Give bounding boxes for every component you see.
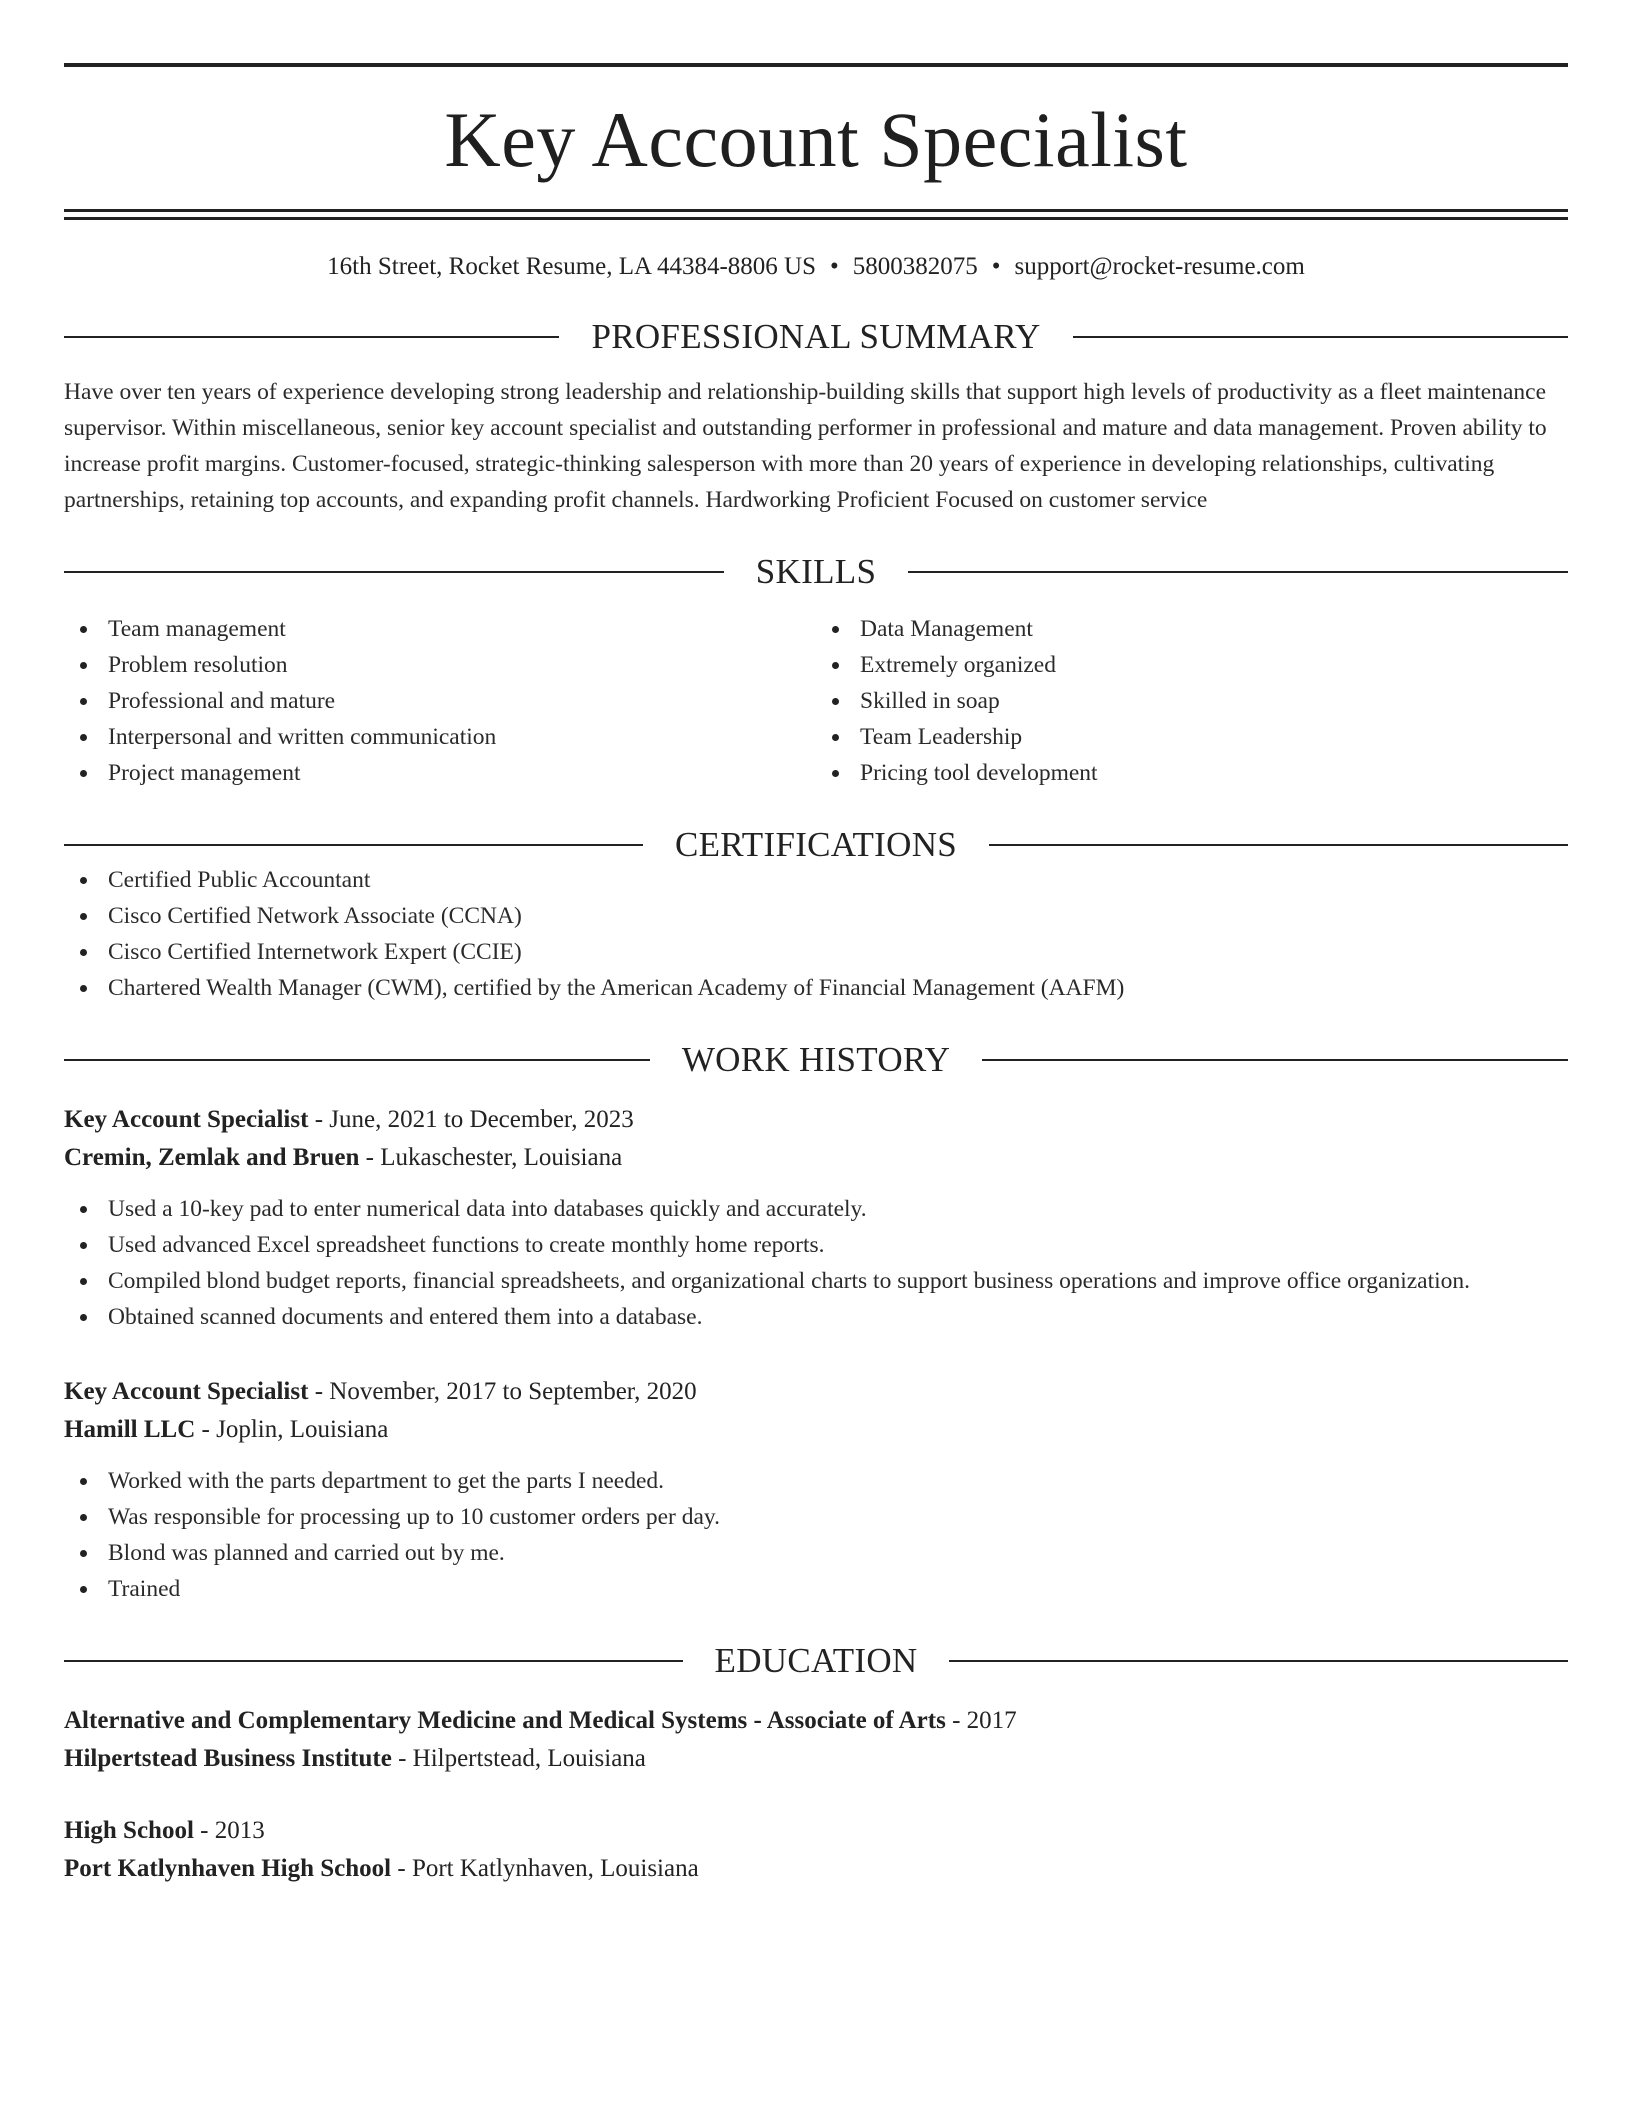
section-divider [949,1660,1568,1662]
contact-address: 16th Street, Rocket Resume, LA 44384-8806 US [327,253,816,280]
section-divider [982,1059,1568,1061]
job-duty: Compiled blond budget reports, financial spreadsheets, and organizational charts to support business operations and improve office organization. [64,1263,1568,1299]
skill-item: Team Leadership [816,719,1568,755]
education-school-line [64,1740,1568,1778]
job-company: Hamill LLC [64,1416,196,1443]
skill-item: Problem resolution [64,647,816,683]
job-duty: Blond was planned and carried out by me. [64,1535,1568,1571]
skill-item: Data Management [816,611,1568,647]
certification-item: Chartered Wealth Manager (CWM), certified by the American Academy of Financial Management (AAFM) [64,970,1568,1006]
job-title-line [64,1373,1568,1411]
job-location: - Joplin, Louisiana [195,1416,389,1443]
certification-item: Certified Public Accountant [64,862,1568,898]
contact-phone: 5800382075 [852,253,978,280]
summary-section-heading [64,319,1568,354]
skill-item: Pricing tool development [816,755,1568,791]
contact-email[interactable]: support@rocket-resume.com [1014,253,1305,280]
contact-separator: • [830,253,839,280]
education-location: - Hilpertstead, Louisiana [391,1745,646,1772]
job-title: Key Account Specialist [64,1378,309,1405]
certifications-list [64,862,1568,1006]
section-title-education: EDUCATION [714,1641,918,1680]
education-section-heading [64,1643,1568,1678]
section-title-certifications: CERTIFICATIONS [674,825,958,864]
job-duty: Used advanced Excel spreadsheet functions to create monthly home reports. [64,1227,1568,1263]
job-company-line [64,1411,1568,1449]
section-divider [989,844,1568,846]
job-duty: Used a 10-key pad to enter numerical data into databases quickly and accurately. [64,1191,1568,1227]
section-title-skills: SKILLS [755,552,877,591]
job-duties-list [64,1191,1568,1335]
job-duty: Was responsible for processing up to 10 customer orders per day. [64,1499,1568,1535]
education-entry [64,1702,1568,1778]
skills-grid [64,611,1568,791]
education-degree: High School [64,1817,194,1844]
skill-item: Team management [64,611,816,647]
skills-section-heading [64,554,1568,589]
section-divider [64,1660,683,1662]
education-year: - 2013 [193,1817,265,1844]
skill-item: Interpersonal and written communication [64,719,816,755]
job-duty: Trained [64,1571,1568,1607]
education-entry [64,1812,1568,1888]
skill-item: Project management [64,755,816,791]
job-entry [64,1101,1568,1335]
job-duty: Worked with the parts department to get the parts I needed. [64,1463,1568,1499]
job-duty: Obtained scanned documents and entered them into a database. [64,1299,1568,1335]
skill-item: Extremely organized [816,647,1568,683]
skill-item: Skilled in soap [816,683,1568,719]
job-company-line [64,1139,1568,1177]
certification-item: Cisco Certified Internetwork Expert (CCIE) [64,934,1568,970]
skills-column-left [64,611,816,791]
education-degree: Alternative and Complementary Medicine and Medical Systems - Associate of Arts [64,1707,946,1734]
skill-item: Professional and mature [64,683,816,719]
section-divider [64,336,559,338]
section-divider [64,844,643,846]
skills-list-right [816,611,1568,791]
contact-line [64,254,1568,279]
education-degree-line [64,1702,1568,1740]
section-divider [64,1059,650,1061]
top-rule [64,63,1568,67]
education-school: Hilpertstead Business Institute [64,1745,392,1772]
section-title-work: WORK HISTORY [681,1040,951,1079]
section-title-summary: PROFESSIONAL SUMMARY [591,317,1041,356]
job-title-line [64,1101,1568,1139]
job-duties-list [64,1463,1568,1607]
education-year: - 2017 [945,1707,1017,1734]
work-section-heading [64,1042,1568,1077]
contact-separator: • [991,253,1001,280]
resume-title: Key Account Specialist [444,96,1188,183]
job-location: - Lukaschester, Louisiana [359,1144,623,1171]
education-location: - Port Katlynhaven, Louisiana [391,1855,699,1882]
section-divider [64,571,724,573]
skills-column-right [816,611,1568,791]
certifications-section-heading [64,827,1568,862]
job-dates: - June, 2021 to December, 2023 [308,1106,634,1133]
section-divider [908,571,1568,573]
education-degree-line [64,1812,1568,1850]
skills-list-left [64,611,816,791]
section-divider [1073,336,1568,338]
certification-item: Cisco Certified Network Associate (CCNA) [64,898,1568,934]
job-title: Key Account Specialist [64,1106,309,1133]
job-company: Cremin, Zemlak and Bruen [64,1144,360,1171]
education-school: Port Katlynhaven High School [64,1855,392,1882]
education-school-line [64,1850,1568,1888]
summary-text: Have over ten years of experience developing strong leadership and relationship-building skills that support high levels of productivity as a fleet maintenance supervisor. Within miscellaneous, senior key account specialist and outstanding performer in professional and mature and data management. Proven ability to increase profit margins. Customer-focused, strategic-thinking salesperson with more than 20 years of experience in developing relationships, cultivating partnerships, retaining top accounts, and expanding profit channels. Hardworking Proficient Focused on customer service [64,379,1547,513]
job-entry [64,1373,1568,1607]
title-double-rule [64,209,1568,220]
job-dates: - November, 2017 to September, 2020 [308,1378,697,1405]
